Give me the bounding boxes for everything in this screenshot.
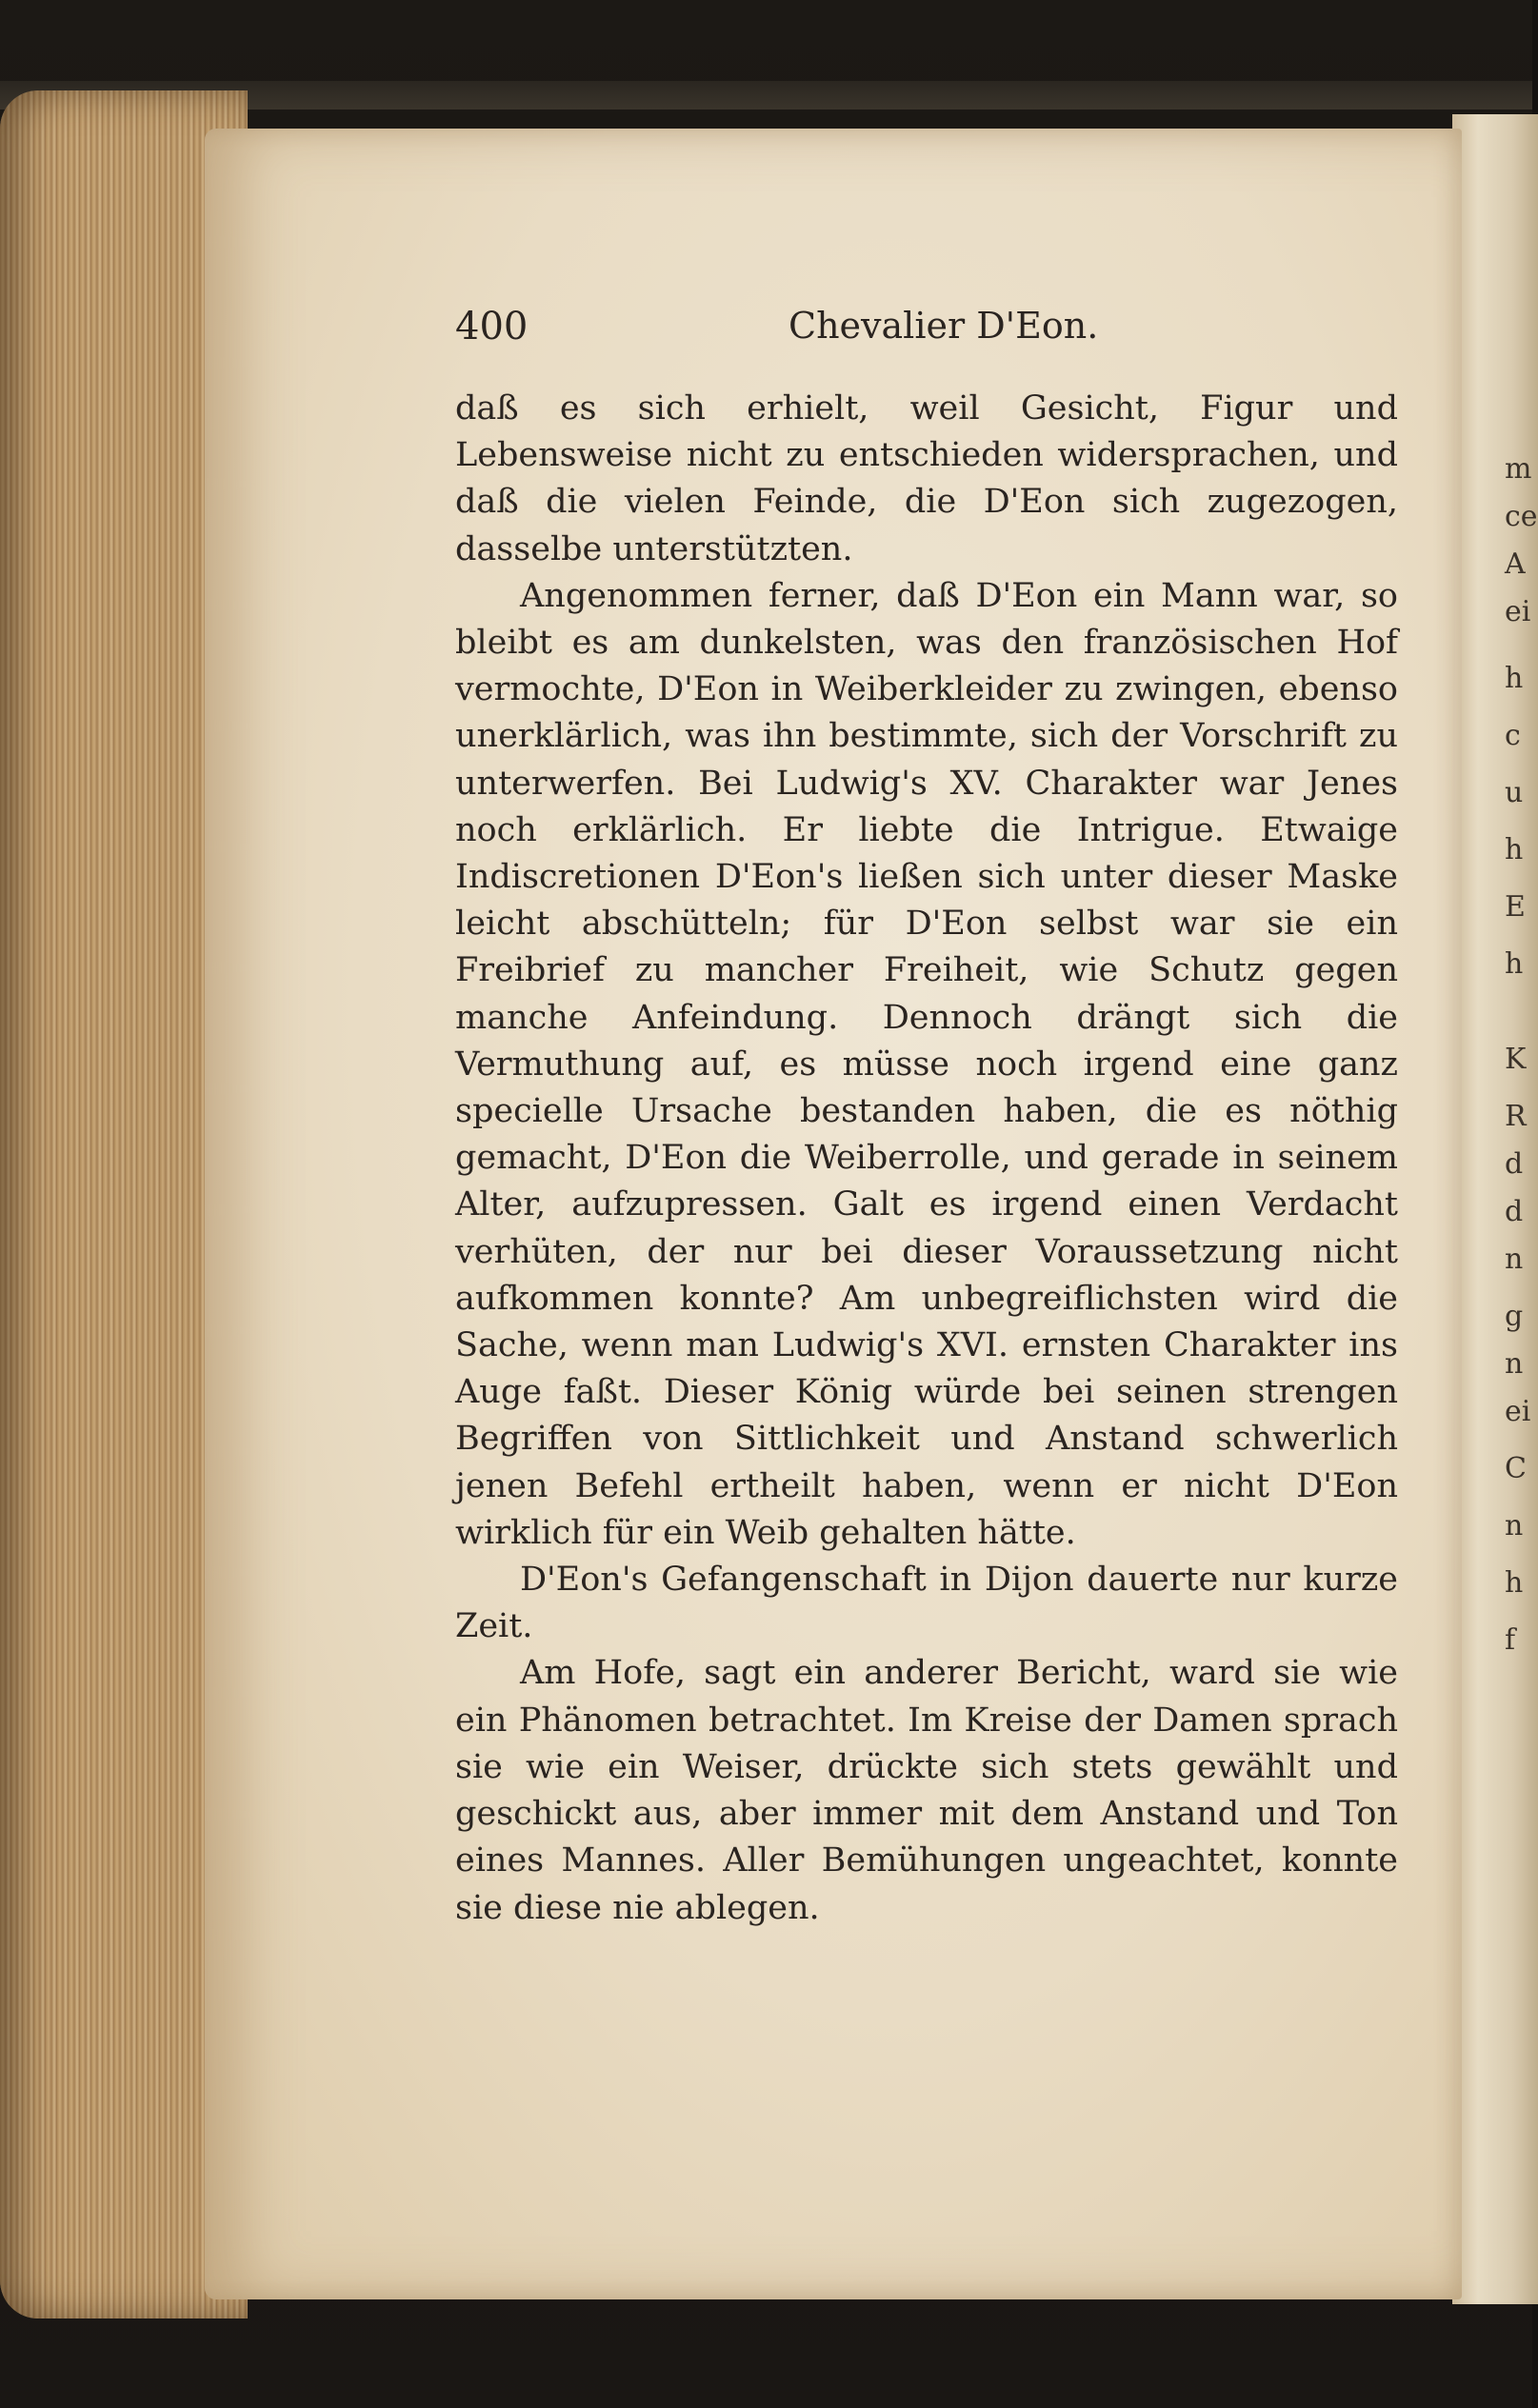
paragraph: daß es sich erhielt, weil Gesicht, Figur und Lebensweise nicht zu entschieden widersprachen, und daß die vielen Feinde, die D'Eon sich zugezogen, dasselbe unterstützten. [455,389,1398,568]
paragraph: Angenommen ferner, daß D'Eon ein Mann war, so bleibt es am dunkelsten, was den französischen Hof vermochte, D'Eon in Weiberkleider zu zwingen, ebenso unerklärlich, was ihn bestimmte, sich der Vorschrift zu unterwerfen. Bei Ludwig's XV. Charakter war Jenes noch erklärlich. Er liebte die Intrigue. Etwaige Indiscretionen D'Eon's ließen sich unter dieser Maske leicht abschütteln; für D'Eon selbst war sie ein Freibrief zu mancher Freiheit, wie Schutz gegen manche Anfeindung. Dennoch drängt sich die Vermuthung auf, es müsse noch irgend eine ganz specielle Ursache bestanden haben, die es nöthig gemacht, D'Eon die Weiberrolle, und gerade in seinem Alter, aufzupressen. Galt es irgend einen Verdacht verhüten, der nur bei dieser Voraussetzung nicht aufkommen konnte? Am unbegreiflichsten wird die Sache, wenn man Ludwig's XVI. ernsten Charakter ins Auge faßt. Dieser König würde bei seinen strengen Begriffen von Sittlichkeit und Anstand schwerlich jenen Befehl ertheilt haben, wenn er nicht D'Eon wirklich für ein Weib gehalten hätte. [455,576,1398,1552]
body-text [455,386,1398,1932]
adjacent-fragment: d [1505,1195,1524,1228]
adjacent-fragment: ce [1505,500,1538,533]
paragraph: Am Hofe, sagt ein anderer Bericht, ward sie wie ein Phänomen betrachtet. Im Kreise der Damen sprach sie wie ein Weiser, drückte sich stets gewählt und geschickt aus, aber immer mit dem Anstand und Ton eines Mannes. Aller Bemühungen ungeachtet, konnte sie diese nie ablegen. [455,1654,1398,1927]
adjacent-fragment: h [1505,833,1524,866]
page-number: 400 [455,305,529,348]
adjacent-page-strip [1452,114,1538,2304]
adjacent-fragment: ei [1505,595,1531,628]
adjacent-fragment: h [1505,662,1524,695]
adjacent-fragment: n [1505,1347,1524,1381]
adjacent-fragment: A [1505,547,1526,581]
adjacent-fragment: u [1505,776,1524,809]
adjacent-fragment: n [1505,1243,1524,1276]
adjacent-fragment: K [1505,1043,1527,1076]
adjacent-fragment: n [1505,1509,1524,1542]
page-header [455,305,1408,362]
adjacent-fragment: ei [1505,1395,1531,1428]
adjacent-fragment: E [1505,890,1526,924]
adjacent-fragment: R [1505,1100,1527,1133]
paragraph: D'Eon's Gefangenschaft in Dijon dauerte nur kurze Zeit. [455,1561,1398,1646]
adjacent-fragment: g [1505,1300,1524,1333]
adjacent-fragment: c [1505,719,1521,752]
adjacent-fragment: C [1505,1452,1527,1485]
adjacent-fragment: h [1505,947,1524,981]
adjacent-fragment: h [1505,1566,1524,1600]
adjacent-fragment: f [1505,1623,1516,1657]
running-head: Chevalier D'Eon. [789,305,1099,347]
adjacent-fragment: d [1505,1147,1524,1181]
adjacent-fragment: m [1505,452,1532,486]
